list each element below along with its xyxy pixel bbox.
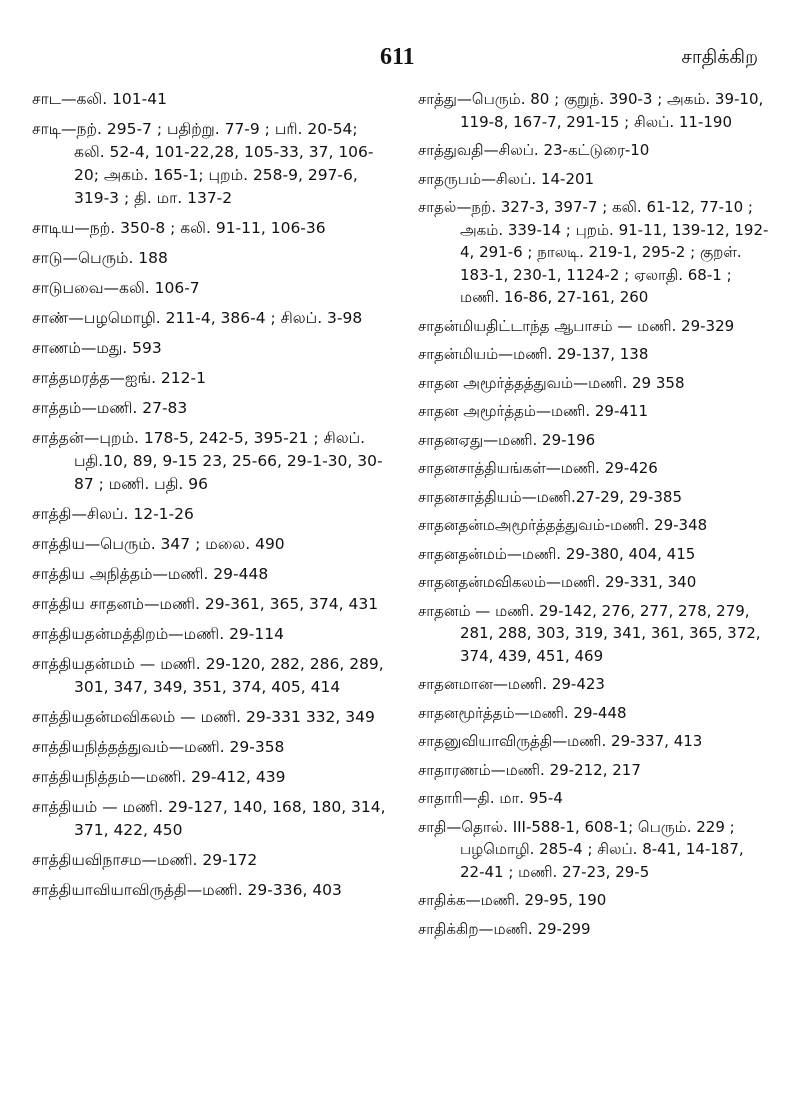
index-entry: சாத்தியாவியாவிருத்தி—மணி. 29-336, 403 bbox=[32, 881, 342, 899]
index-entry: சாதனமூர்த்தம்—மணி. 29-448 bbox=[418, 703, 627, 722]
index-entry: சாத்துவதி—சிலப். 23-கட்டுரை-10 bbox=[418, 141, 650, 159]
index-entry: சாத்திய சாதனம்—மணி. 29-361, 365, 374, 431 bbox=[32, 595, 379, 613]
index-entry: சாதனம் — மணி. 29-142, 276, 277, 278, 279, 281, 288, 303, 319, 341, 361, 365, 372, 374, 439, 451, 469 bbox=[418, 601, 761, 665]
right-column bbox=[418, 88, 770, 946]
index-entry: சாடி—நற். 295-7 ; பதிற்று. 77-9 ; பரி. 20-54; கலி. 52-4, 101-22,28, 105-33, 37, 106-20; அகம். 165-1; புறம். 258-9, 297-6, 319-3 ; தி. மா. 137-2 bbox=[32, 120, 374, 207]
index-entry: சாண்—பழமொழி. 211-4, 386-4 ; சிலப். 3-98 bbox=[32, 309, 363, 327]
index-entry: சாடு—பெரும். 188 bbox=[32, 249, 168, 267]
index-entry: சாத்தம்—மணி. 27-83 bbox=[32, 399, 188, 417]
index-entry: சாத்தியதன்மம் — மணி. 29-120, 282, 286, 289, 301, 347, 349, 351, 374, 405, 414 bbox=[32, 655, 384, 696]
page-number: 611 bbox=[380, 44, 415, 70]
index-entry: சாதனசாத்தியம்—மணி.27-29, 29-385 bbox=[418, 487, 682, 506]
index-entry: சாதருபம்—சிலப். 14-201 bbox=[418, 169, 595, 188]
index-entry: சாதனதன்மஅமூர்த்தத்துவம்-மணி. 29-348 bbox=[418, 516, 708, 534]
index-entry: சாத்திய அநித்தம்—மணி. 29-448 bbox=[32, 565, 269, 583]
index-entry: சாத்தி—சிலப். 12-1-26 bbox=[32, 505, 194, 523]
index-entry: சாத்தியவிநாசம—மணி. 29-172 bbox=[32, 851, 258, 869]
index-entry: சாதாரி—தி. மா. 95-4 bbox=[418, 789, 563, 807]
index-entry: சாதன அமூர்த்தம்—மணி. 29-411 bbox=[418, 402, 649, 420]
index-entry: சாதிக்கிற—மணி. 29-299 bbox=[418, 919, 591, 938]
index-entry: சாதனதன்மம்—மணி. 29-380, 404, 415 bbox=[418, 544, 696, 563]
index-entry: சாதனஏது—மணி. 29-196 bbox=[418, 430, 596, 449]
index-entry: சாதன்மியதிட்டாந்த ஆபாசம் — மணி. 29-329 bbox=[418, 316, 735, 335]
index-entry: சாதன அமூர்த்தத்துவம்—மணி. 29 358 bbox=[418, 373, 685, 392]
index-entry: சாதி—தொல். III-588-1, 608-1; பெரும். 229 ; பழமொழி. 285-4 ; சிலப். 8-41, 14-187, 22-41 ; மணி. 27-23, 29-5 bbox=[418, 817, 744, 881]
index-entry: சாத்தியநித்தம்—மணி. 29-412, 439 bbox=[32, 768, 286, 786]
left-column bbox=[32, 88, 392, 909]
index-entry: சாதன்மியம்—மணி. 29-137, 138 bbox=[418, 345, 649, 363]
index-entry: சாதனசாத்தியங்கள்—மணி. 29-426 bbox=[418, 459, 658, 477]
index-entry: சாத்தியம் — மணி. 29-127, 140, 168, 180, 314, 371, 422, 450 bbox=[32, 798, 386, 839]
index-entry: சாட—கலி. 101-41 bbox=[32, 90, 167, 108]
index-entry: சாதனுவியாவிருத்தி—மணி. 29-337, 413 bbox=[418, 732, 703, 750]
index-entry: சாத்தமரத்த—ஐங். 212-1 bbox=[32, 369, 206, 387]
index-entry: சாத்தியதன்மத்திறம்—மணி. 29-114 bbox=[32, 625, 284, 643]
index-entry: சாத்திய—பெரும். 347 ; மலை. 490 bbox=[32, 535, 285, 553]
index-entry: சாதனதன்மவிகலம்—மணி. 29-331, 340 bbox=[418, 573, 697, 591]
index-entry: சாடிய—நற். 350-8 ; கலி. 91-11, 106-36 bbox=[32, 219, 326, 237]
index-entry: சாத்தியநித்தத்துவம்—மணி. 29-358 bbox=[32, 738, 285, 756]
index-entry: சாணம்—மது. 593 bbox=[32, 339, 162, 357]
running-head: சாதிக்கிற bbox=[681, 46, 758, 68]
index-entry: சாத்தன்—புறம். 178-5, 242-5, 395-21 ; சிலப். பதி.10, 89, 9-15 23, 25-66, 29-1-30, 30-87 ; மணி. பதி. 96 bbox=[32, 429, 383, 493]
index-entry: சாதல்—நற். 327-3, 397-7 ; கலி. 61-12, 77-10 ; அகம். 339-14 ; புறம். 91-11, 139-12, 192-4, 291-6 ; நாலடி. 219-1, 295-2 ; குறள். 183-1, 230-1, 1124-2 ; ஏலாதி. 68-1 ; மணி. 16-86, 27-161, 260 bbox=[418, 198, 769, 306]
index-entry: சாதாரணம்—மணி. 29-212, 217 bbox=[418, 760, 641, 779]
index-entry: சாதனமான—மணி. 29-423 bbox=[418, 675, 605, 693]
index-entry: சாத்து—பெரும். 80 ; குறுந். 390-3 ; அகம். 39-10, 119-8, 167-7, 291-15 ; சிலப். 11-190 bbox=[418, 90, 764, 131]
index-entry: சாதிக்க—மணி. 29-95, 190 bbox=[418, 891, 607, 909]
index-entry: சாடுபவை—கலி. 106-7 bbox=[32, 279, 200, 297]
index-entry: சாத்தியதன்மவிகலம் — மணி. 29-331 332, 349 bbox=[32, 708, 375, 726]
